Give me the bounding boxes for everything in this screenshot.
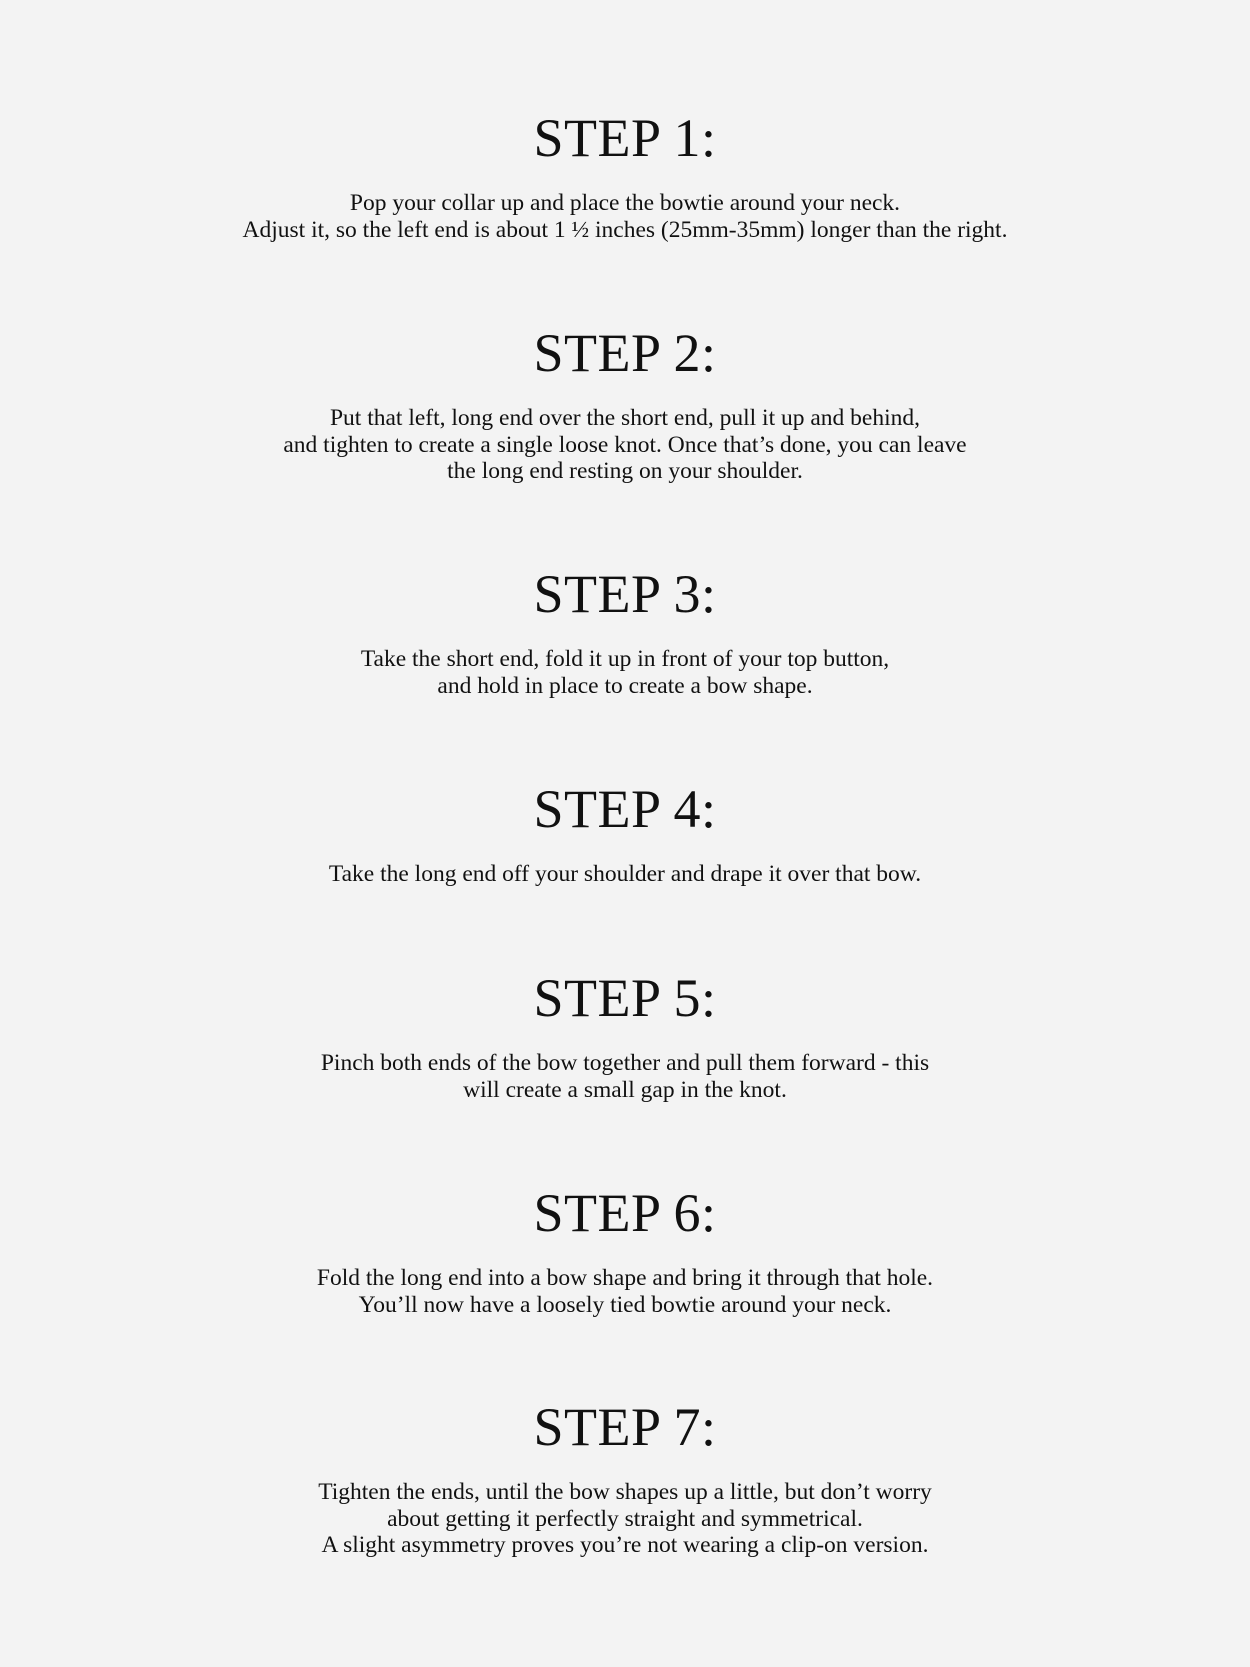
step-7-line-3: A slight asymmetry proves you’re not wearing a clip-on version.: [321, 1532, 929, 1558]
step-3-line-1: Take the short end, fold it up in front of your top button,: [360, 646, 890, 672]
step-5-line-2: will create a small gap in the knot.: [463, 1076, 787, 1103]
step-1-line-1: Pop your collar up and place the bowtie around your neck.: [349, 190, 901, 216]
step-2: [0, 323, 1250, 485]
step-5: [0, 968, 1250, 1103]
step-7: [0, 1397, 1250, 1559]
step-3-line-2: and hold in place to create a bow shape.: [437, 672, 813, 699]
step-5-heading: STEP 5:: [533, 968, 717, 1028]
step-3: [0, 564, 1250, 699]
step-7-line-1: Tighten the ends, until the bow shapes up a little, but don’t worry: [318, 1479, 932, 1505]
step-4: [0, 779, 1250, 888]
step-4-heading: STEP 4:: [533, 779, 717, 839]
step-6-heading: STEP 6:: [533, 1183, 717, 1243]
step-1: [0, 108, 1250, 243]
step-2-line-1: Put that left, long end over the short end, pull it up and behind,: [329, 405, 920, 431]
step-7-line-2: about getting it perfectly straight and symmetrical.: [387, 1505, 863, 1532]
step-2-heading: STEP 2:: [533, 323, 717, 383]
step-1-line-2: Adjust it, so the left end is about 1 ½ inches (25mm-35mm) longer than the right.: [242, 216, 1008, 243]
step-6-line-2: You’ll now have a loosely tied bowtie around your neck.: [358, 1291, 892, 1318]
step-1-heading: STEP 1:: [533, 108, 717, 168]
step-6: [0, 1183, 1250, 1318]
step-6-line-1: Fold the long end into a bow shape and bring it through that hole.: [316, 1265, 934, 1291]
step-4-description: [0, 861, 1250, 888]
step-2-line-3: the long end resting on your shoulder.: [447, 458, 803, 484]
step-2-description: [0, 405, 1250, 485]
step-5-description: [0, 1050, 1250, 1103]
step-3-description: [0, 646, 1250, 699]
step-1-description: [0, 190, 1250, 243]
step-2-line-2: and tighten to create a single loose knot. Once that’s done, you can leave: [283, 431, 967, 458]
step-7-description: [0, 1479, 1250, 1559]
step-3-heading: STEP 3:: [533, 564, 717, 624]
step-4-line-1: Take the long end off your shoulder and drape it over that bow.: [328, 861, 922, 887]
step-7-heading: STEP 7:: [533, 1397, 717, 1457]
step-5-line-1: Pinch both ends of the bow together and pull them forward - this: [320, 1050, 930, 1076]
step-6-description: [0, 1265, 1250, 1318]
